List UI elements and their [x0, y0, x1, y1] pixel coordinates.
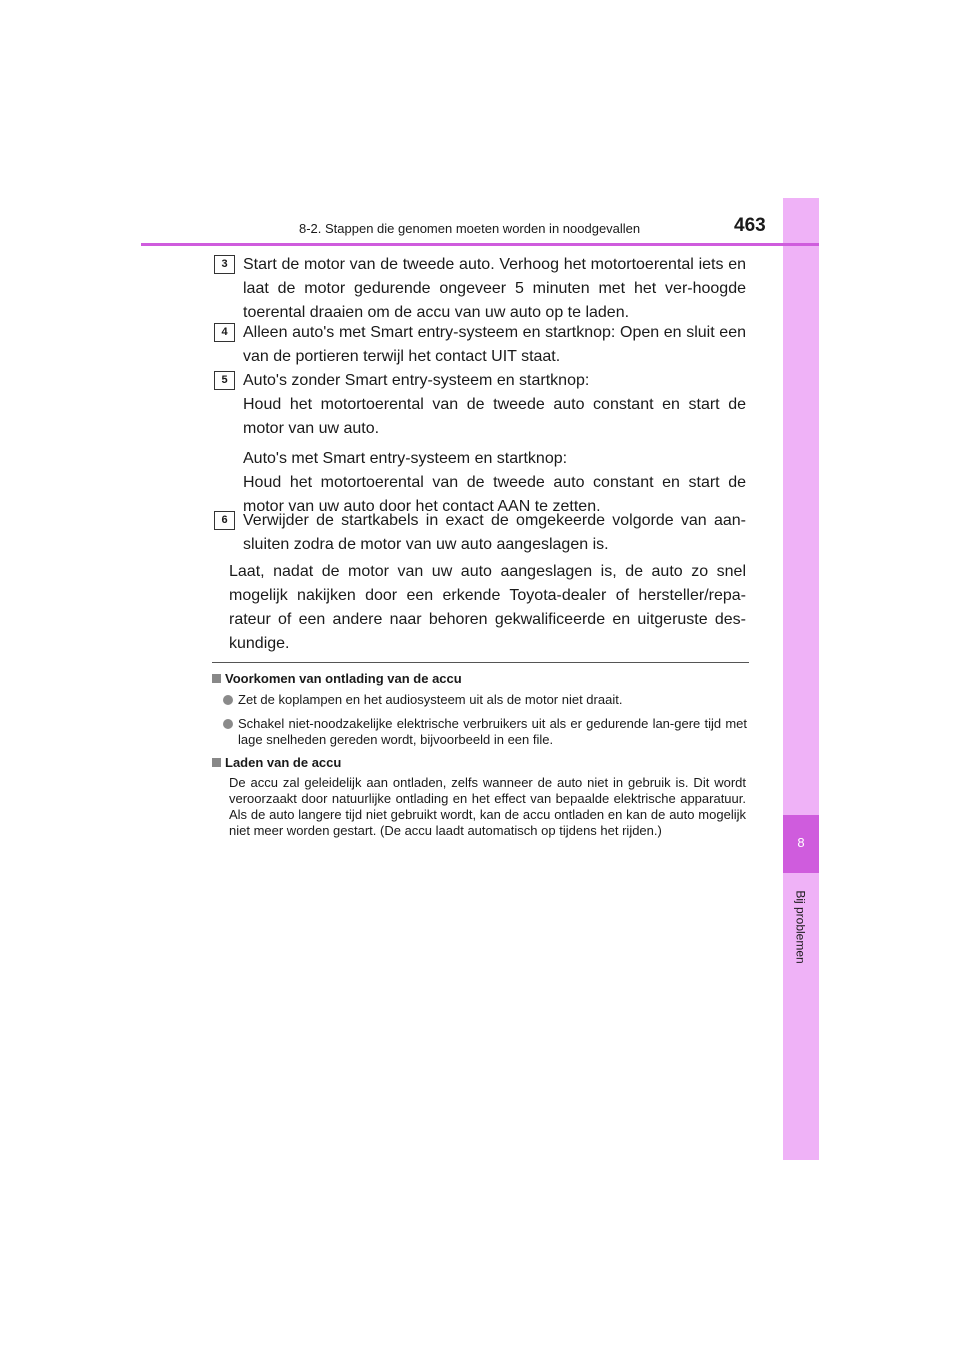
- circle-bullet-icon: [223, 719, 233, 729]
- list-item: [223, 716, 747, 748]
- step-number: 4: [214, 323, 235, 342]
- step-number: 6: [214, 511, 235, 530]
- list-item-text: Schakel niet-noodzakelijke elektrische verbruikers uit als er gedurende lan-gere tijd met lage snelheden gereden wordt, bijvoorbeeld in een file.: [238, 716, 747, 747]
- note-title: Voorkomen van ontlading van de accu: [225, 671, 462, 686]
- step-text: [243, 253, 746, 325]
- note-paragraph: De accu zal geleidelijk aan ontladen, zelfs wanneer de auto niet in gebruik is. Dit wordt veroorzaakt door natuurlijke ontlading en het effect van bepaalde elektrische apparatuur. Als de auto langere tijd niet gebruikt wordt, kan de accu ontladen en kan de auto mogelijk niet meer worden gestart. (De accu laadt automatisch op tijdens het rijden.): [229, 775, 746, 838]
- notes-divider: [212, 662, 749, 663]
- chapter-label: [783, 882, 819, 972]
- step-text: [243, 369, 746, 519]
- side-tab: [783, 198, 819, 1160]
- note-heading: [212, 671, 462, 686]
- step-text: [243, 321, 746, 369]
- step-number: 5: [214, 371, 235, 390]
- chapter-tab: [783, 815, 819, 873]
- step-3: [214, 253, 746, 325]
- section-heading: 8-2. Stappen die genomen moeten worden in noodgevallen: [299, 221, 641, 236]
- note-title: Laden van de accu: [225, 755, 342, 770]
- note-heading: [212, 755, 341, 770]
- chapter-number: 8: [797, 835, 805, 850]
- step-paragraph: Verwijder de startkabels in exact de omgekeerde volgorde van aan-sluiten zodra de motor van uw auto aangeslagen is.: [243, 512, 746, 553]
- circle-bullet-icon: [223, 695, 233, 705]
- step-paragraph: Houd het motortoerental van de tweede auto constant en start de motor van uw auto door het contact AAN te zetten.: [243, 474, 746, 515]
- list-item-text: Zet de koplampen en het audiosysteem uit als de motor niet draait.: [238, 692, 623, 707]
- step-paragraph: Houd het motortoerental van de tweede auto constant en start de motor van uw auto.: [243, 396, 746, 437]
- closing-paragraph: Laat, nadat de motor van uw auto aangeslagen is, de auto zo snel mogelijk nakijken door een erkende Toyota-dealer of hersteller/repa-rateur of een andere naar behoren gekwalificeerde en uitgeruste des-kundige.: [229, 563, 746, 652]
- step-6: [214, 509, 746, 557]
- list-item: [223, 692, 747, 708]
- step-5: [214, 369, 746, 519]
- step-paragraph: Auto's met Smart entry-systeem en startknop:: [243, 450, 568, 467]
- step-text: [243, 509, 746, 557]
- square-bullet-icon: [212, 674, 221, 683]
- step-number: 3: [214, 255, 235, 274]
- step-4: [214, 321, 746, 369]
- chapter-label-text: Bij problemen: [794, 890, 808, 964]
- step-paragraph: Auto's zonder Smart entry-systeem en startknop:: [243, 372, 590, 389]
- page-number: 463: [734, 215, 766, 236]
- square-bullet-icon: [212, 758, 221, 767]
- step-paragraph: Alleen auto's met Smart entry-systeem en startknop: Open en sluit een van de portieren terwijl het contact UIT staat.: [243, 324, 746, 365]
- header-rule: [141, 243, 819, 246]
- step-paragraph: Start de motor van de tweede auto. Verhoog het motortoerental iets en laat de motor gedurende ongeveer 5 minuten met het ver-hoogde toerental draaien om de accu van uw auto op te laden.: [243, 256, 746, 321]
